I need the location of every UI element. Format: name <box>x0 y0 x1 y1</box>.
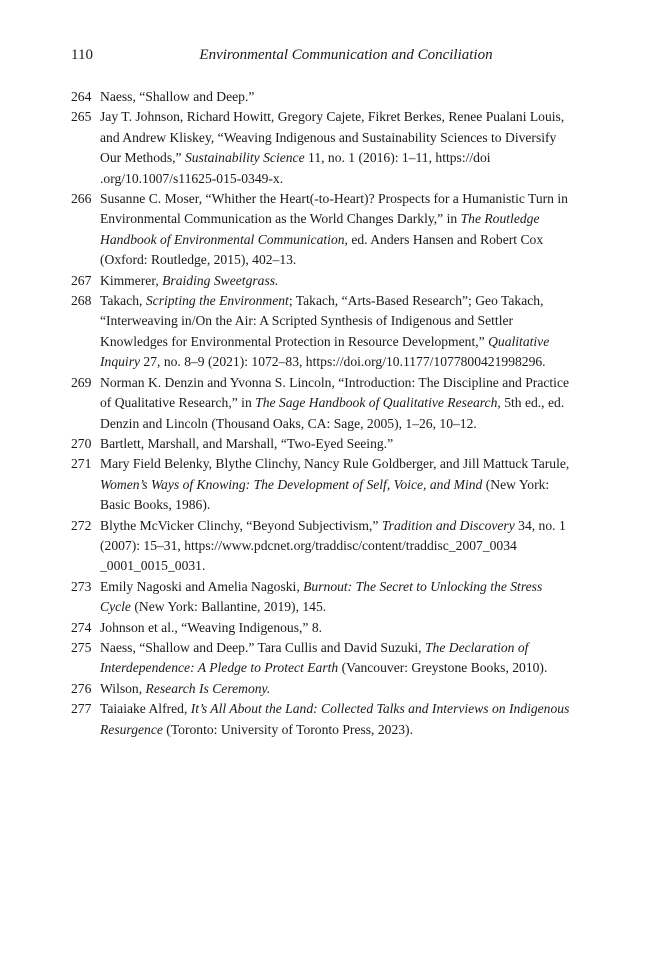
endnote-title-italic: Women’s Ways of Knowing: The Development of Self, Voice, and Mind <box>100 476 483 492</box>
endnote-text-segment: Naess, “Shallow and Deep.” <box>100 89 255 104</box>
endnote-text <box>100 579 542 614</box>
endnote-text-segment: (Toronto: University of Toronto Press, 2023). <box>162 721 413 737</box>
endnote-number: 270 <box>71 435 92 451</box>
endnote-item <box>71 516 571 577</box>
endnote-text-segment: , 5th ed., ed. Denzin and Lincoln (Thousand Oaks, CA: Sage, 2005), 1–26, 10–12. <box>100 395 565 431</box>
endnote-item <box>71 87 571 107</box>
endnote-item <box>71 638 571 679</box>
endnote-title-italic: Scripting the Environment <box>145 293 289 309</box>
endnote-title-italic: It’s All About the Land: Collected Talks and Interviews on Indigenous Resurgence <box>100 701 570 737</box>
page-number: 110 <box>71 47 93 63</box>
endnote-item <box>71 291 571 373</box>
endnote-text <box>100 293 549 369</box>
endnote-number: 275 <box>71 639 92 655</box>
endnote-text-segment: (New York: Basic Books, 1986). <box>100 476 550 513</box>
endnote-text <box>100 109 564 185</box>
endnote-text <box>100 375 569 431</box>
endnote-number: 271 <box>71 456 92 472</box>
endnote-number: 266 <box>71 191 92 207</box>
endnote-text-segment: ; Takach, “Arts-Based Research”; Geo Takach, “Interweaving in/On the Air: A Scripted Synthesis of Indigenous and Settler Knowledges for Environmental Protection in Resource Development,” <box>100 293 544 349</box>
endnote-text-segment: ed. Anders Hansen and Robert Cox (Oxford: Routledge, 2015), 402–13. <box>100 231 544 268</box>
endnote-text <box>100 456 569 512</box>
endnote-text-segment: Mary Field Belenky, Blythe Clinchy, Nancy Rule Goldberger, and Jill Mattuck Tarule, <box>100 456 570 472</box>
endnote-item <box>71 618 571 638</box>
endnote-text-segment: Blythe McVicker Clinchy, “Beyond Subjectivism,” <box>100 517 382 533</box>
endnote-text-segment: Wilson, <box>100 680 146 696</box>
endnote-text-segment: (New York: Ballantine, 2019), 145. <box>130 599 327 615</box>
endnote-title-italic: Research Is Ceremony. <box>145 680 271 696</box>
endnote-text-segment: Taiaiake Alfred, <box>100 701 191 717</box>
endnote-text <box>100 191 568 267</box>
endnote-text-segment: Kimmerer, <box>100 272 163 288</box>
endnote-title-italic: Qualitative Inquiry <box>100 333 550 370</box>
endnote-title-italic: Sustainability Science <box>184 150 305 166</box>
endnote-text-segment: Johnson et al., “Weaving Indigenous,” 8. <box>100 619 323 635</box>
endnote-title-italic: The Sage Handbook of Qualitative Research <box>255 395 498 411</box>
endnote-item <box>71 577 571 618</box>
endnote-title-italic: The Declaration of Interdependence: A Pledge to Protect Earth <box>100 639 529 676</box>
endnote-number: 269 <box>71 374 92 390</box>
endnote-title-italic: Burnout: The Secret to Unlocking the Stress Cycle <box>100 578 543 615</box>
endnote-item <box>71 434 571 454</box>
endnote-title-italic: The Routledge Handbook of Environmental Communication, <box>100 211 540 247</box>
endnote-item <box>71 107 571 189</box>
running-title: Environmental Communication and Conciliation <box>199 47 493 63</box>
endnote-title-italic: Braiding Sweetgrass. <box>162 272 279 288</box>
endnote-text <box>100 620 322 635</box>
endnote-number: 265 <box>71 109 92 125</box>
endnote-title-italic: Tradition and Discovery <box>381 517 515 533</box>
endnote-text-segment: (Vancouver: Greystone Books, 2010). <box>338 660 548 676</box>
endnote-text-segment: Susanne C. Moser, “Whither the Heart(-to-Heart)? Prospects for a Humanistic Turn in Environmental Communication as the World Changes Darkly,” in <box>100 191 568 227</box>
endnote-number: 276 <box>71 680 92 696</box>
endnote-text <box>100 273 278 288</box>
endnote-number: 273 <box>71 578 92 594</box>
endnote-item <box>71 373 571 434</box>
endnote-text-segment: 34, no. 1 (2007): 15–31, https://www.pdcnet.org/traddisc/content/traddisc_2007_0034 _0001_0015_0031. <box>100 517 566 574</box>
endnote-item <box>71 699 571 740</box>
endnote-number: 267 <box>71 272 92 288</box>
endnote-text-segment: Naess, “Shallow and Deep.” Tara Cullis and David Suzuki, <box>100 639 425 655</box>
endnotes-list <box>71 87 571 740</box>
endnote-text-segment: Bartlett, Marshall, and Marshall, “Two-Eyed Seeing.” <box>100 435 394 451</box>
running-header <box>71 43 581 67</box>
endnote-text-segment: 11, no. 1 (2016): 1–11, https://doi .org/10.1007/s11625-015-0349-x. <box>100 150 491 186</box>
endnote-number: 274 <box>71 619 92 635</box>
endnote-item <box>71 271 571 291</box>
endnote-text-segment: 27, no. 8–9 (2021): 1072–83, https://doi.org/10.1177/1077800421998296. <box>140 354 546 370</box>
endnote-item <box>71 454 571 515</box>
endnote-text <box>100 640 547 675</box>
endnote-number: 264 <box>71 89 92 104</box>
endnote-text <box>100 89 254 104</box>
endnote-number: 272 <box>71 517 92 533</box>
endnote-number: 277 <box>71 701 92 717</box>
endnote-text-segment: Takach, <box>100 293 146 309</box>
endnote-text <box>100 518 566 574</box>
endnote-text <box>100 436 393 451</box>
endnote-text-segment: Jay T. Johnson, Richard Howitt, Gregory Cajete, Fikret Berkes, Renee Pualani Louis, and Andrew Kliskey, “Weaving Indigenous and Sustainability Sciences to Diversify Our Methods,” <box>100 109 565 166</box>
endnote-number: 268 <box>71 293 92 309</box>
endnote-text <box>100 681 270 696</box>
endnote-text-segment: Norman K. Denzin and Yvonna S. Lincoln, “Introduction: The Discipline and Practice of Qualitative Research,” in <box>100 374 570 411</box>
endnote-item <box>71 679 571 699</box>
endnote-text-segment: Emily Nagoski and Amelia Nagoski, <box>100 578 304 594</box>
endnote-text <box>100 701 569 736</box>
endnote-item <box>71 189 571 271</box>
